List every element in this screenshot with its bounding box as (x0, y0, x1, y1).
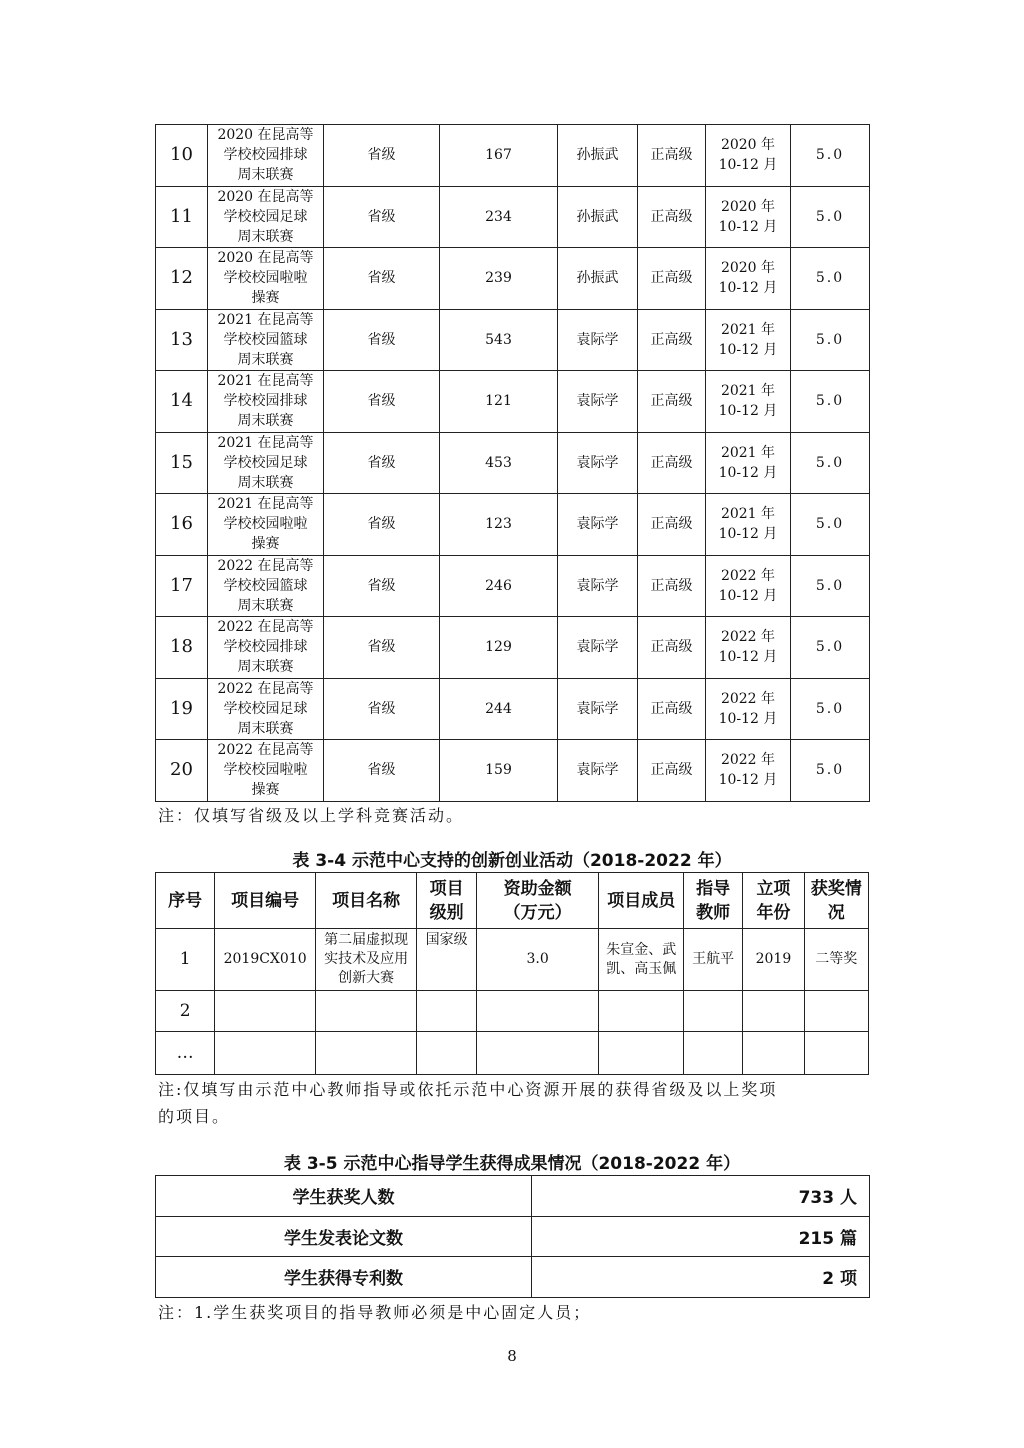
row-index: 20 (156, 740, 208, 802)
score: 5.0 (791, 309, 870, 371)
teacher-name: 袁际学 (558, 309, 638, 371)
competition-date: 2021 年 10-12 月 (706, 371, 791, 433)
competition-table-continued (155, 124, 870, 802)
competition-level: 省级 (324, 309, 440, 371)
participant-count: 129 (440, 617, 558, 679)
innovation-activities-table (155, 872, 869, 1075)
column-header: 项目成员 (599, 873, 683, 929)
competition-date: 2022 年 10-12 月 (706, 617, 791, 679)
table-row (156, 1032, 869, 1075)
table-header-row (156, 873, 869, 929)
row-index: 11 (156, 186, 208, 248)
table-row (156, 740, 870, 802)
participant-count: 246 (440, 555, 558, 617)
column-header: 立项 年份 (743, 873, 804, 929)
column-header: 指导 教师 (683, 873, 742, 929)
project-year: 2019 (743, 929, 804, 991)
competition-name: 2020 在昆高等 学校校园啦啦 操赛 (208, 248, 324, 310)
competition-name: 2022 在昆高等 学校校园篮球 周末联赛 (208, 555, 324, 617)
participant-count: 453 (440, 432, 558, 494)
competition-level: 省级 (324, 371, 440, 433)
table-row (156, 617, 870, 679)
teacher-name: 袁际学 (558, 371, 638, 433)
competition-date: 2020 年 10-12 月 (706, 125, 791, 187)
score: 5.0 (791, 678, 870, 740)
table-row (156, 555, 870, 617)
column-header: 项目 级别 (417, 873, 476, 929)
competition-date: 2021 年 10-12 月 (706, 432, 791, 494)
score: 5.0 (791, 371, 870, 433)
project-members (599, 1032, 683, 1075)
table-3-4-caption: 表 3-4 示范中心支持的创新创业活动（2018-2022 年） (292, 851, 732, 871)
participant-count: 159 (440, 740, 558, 802)
project-level (417, 991, 476, 1032)
teacher-name: 袁际学 (558, 494, 638, 556)
row-index: 17 (156, 555, 208, 617)
table-row (156, 125, 870, 187)
teacher-title: 正高级 (638, 186, 706, 248)
table-row (156, 371, 870, 433)
row-index: 10 (156, 125, 208, 187)
competition-date: 2020 年 10-12 月 (706, 186, 791, 248)
page-number: 8 (507, 1347, 517, 1365)
column-header: 获奖情 况 (804, 873, 868, 929)
table-row (156, 432, 870, 494)
award (804, 991, 868, 1032)
score: 5.0 (791, 555, 870, 617)
table-row (156, 678, 870, 740)
project-members (599, 991, 683, 1032)
competition-name: 2021 在昆高等 学校校园篮球 周末联赛 (208, 309, 324, 371)
teacher-title: 正高级 (638, 125, 706, 187)
competition-name: 2020 在昆高等 学校校园排球 周末联赛 (208, 125, 324, 187)
teacher-title: 正高级 (638, 371, 706, 433)
score: 5.0 (791, 617, 870, 679)
row-index: … (156, 1032, 215, 1075)
participant-count: 234 (440, 186, 558, 248)
teacher-title: 正高级 (638, 617, 706, 679)
project-name: 第二届虚拟现 实技术及应用 创新大赛 (315, 929, 417, 991)
teacher-name: 袁际学 (558, 740, 638, 802)
award: 二等奖 (804, 929, 868, 991)
project-code (215, 991, 316, 1032)
teacher-title: 正高级 (638, 555, 706, 617)
competition-level: 省级 (324, 432, 440, 494)
achievement-value: 215 篇 (532, 1216, 870, 1257)
competition-date: 2020 年 10-12 月 (706, 248, 791, 310)
table-3-4-note-line-1: 注:仅填写由示范中心教师指导或依托示范中心资源开展的获得省级及以上奖项 (158, 1080, 778, 1099)
teacher-title: 正高级 (638, 309, 706, 371)
row-index: 1 (156, 929, 215, 991)
participant-count: 121 (440, 371, 558, 433)
competition-name: 2022 在昆高等 学校校园啦啦 操赛 (208, 740, 324, 802)
competition-level: 省级 (324, 186, 440, 248)
teacher-title: 正高级 (638, 248, 706, 310)
project-name (315, 991, 417, 1032)
achievement-value: 733 人 (532, 1176, 870, 1217)
participant-count: 167 (440, 125, 558, 187)
table-3-4-note-line-2: 的项目。 (158, 1107, 231, 1126)
project-code (215, 1032, 316, 1075)
table-row (156, 1257, 870, 1298)
competition-level: 省级 (324, 617, 440, 679)
competition-name: 2021 在昆高等 学校校园足球 周末联赛 (208, 432, 324, 494)
row-index: 15 (156, 432, 208, 494)
table-row (156, 248, 870, 310)
teacher-title: 正高级 (638, 678, 706, 740)
competition-level: 省级 (324, 555, 440, 617)
teacher-name: 袁际学 (558, 555, 638, 617)
advisor: 王航平 (683, 929, 742, 991)
column-header: 项目名称 (315, 873, 417, 929)
column-header: 项目编号 (215, 873, 316, 929)
project-members: 朱宣金、武 凯、高玉佩 (599, 929, 683, 991)
participant-count: 239 (440, 248, 558, 310)
teacher-title: 正高级 (638, 740, 706, 802)
table-3-5-note: 注：1.学生获奖项目的指导教师必须是中心固定人员； (158, 1303, 592, 1322)
competition-date: 2021 年 10-12 月 (706, 309, 791, 371)
teacher-title: 正高级 (638, 494, 706, 556)
competition-date: 2022 年 10-12 月 (706, 740, 791, 802)
teacher-name: 袁际学 (558, 617, 638, 679)
teacher-name: 孙振武 (558, 186, 638, 248)
competition-name: 2022 在昆高等 学校校园足球 周末联赛 (208, 678, 324, 740)
competition-level: 省级 (324, 125, 440, 187)
row-index: 2 (156, 991, 215, 1032)
teacher-name: 袁际学 (558, 432, 638, 494)
advisor (683, 1032, 742, 1075)
competition-name: 2020 在昆高等 学校校园足球 周末联赛 (208, 186, 324, 248)
student-achievements-table (155, 1175, 870, 1298)
row-index: 13 (156, 309, 208, 371)
competition-date: 2022 年 10-12 月 (706, 555, 791, 617)
row-index: 19 (156, 678, 208, 740)
competition-date: 2022 年 10-12 月 (706, 678, 791, 740)
participant-count: 543 (440, 309, 558, 371)
teacher-name: 孙振武 (558, 125, 638, 187)
funding-amount (476, 991, 599, 1032)
project-year (743, 991, 804, 1032)
row-index: 16 (156, 494, 208, 556)
teacher-name: 孙振武 (558, 248, 638, 310)
competition-level: 省级 (324, 248, 440, 310)
achievement-label: 学生获奖人数 (156, 1176, 532, 1217)
competition-level: 省级 (324, 494, 440, 556)
score: 5.0 (791, 740, 870, 802)
score: 5.0 (791, 125, 870, 187)
achievement-value: 2 项 (532, 1257, 870, 1298)
row-index: 12 (156, 248, 208, 310)
column-header: 序号 (156, 873, 215, 929)
competition-name: 2021 在昆高等 学校校园啦啦 操赛 (208, 494, 324, 556)
award (804, 1032, 868, 1075)
row-index: 18 (156, 617, 208, 679)
table-row (156, 929, 869, 991)
score: 5.0 (791, 494, 870, 556)
achievement-label: 学生发表论文数 (156, 1216, 532, 1257)
competition-name: 2021 在昆高等 学校校园排球 周末联赛 (208, 371, 324, 433)
score: 5.0 (791, 432, 870, 494)
competition-date: 2021 年 10-12 月 (706, 494, 791, 556)
table-3-3-note: 注：仅填写省级及以上学科竞赛活动。 (158, 806, 465, 825)
advisor (683, 991, 742, 1032)
participant-count: 244 (440, 678, 558, 740)
competition-level: 省级 (324, 740, 440, 802)
project-code: 2019CX010 (215, 929, 316, 991)
project-level: 国家级 (417, 929, 476, 991)
table-row (156, 1176, 870, 1217)
table-3-5-caption: 表 3-5 示范中心指导学生获得成果情况（2018-2022 年） (283, 1154, 741, 1174)
participant-count: 123 (440, 494, 558, 556)
column-header: 资助金额 （万元） (476, 873, 599, 929)
score: 5.0 (791, 248, 870, 310)
table-row (156, 186, 870, 248)
table-row (156, 991, 869, 1032)
teacher-name: 袁际学 (558, 678, 638, 740)
project-year (743, 1032, 804, 1075)
funding-amount (476, 1032, 599, 1075)
achievement-label: 学生获得专利数 (156, 1257, 532, 1298)
project-level (417, 1032, 476, 1075)
row-index: 14 (156, 371, 208, 433)
score: 5.0 (791, 186, 870, 248)
project-name (315, 1032, 417, 1075)
funding-amount: 3.0 (476, 929, 599, 991)
competition-level: 省级 (324, 678, 440, 740)
teacher-title: 正高级 (638, 432, 706, 494)
table-row (156, 494, 870, 556)
table-row (156, 309, 870, 371)
table-row (156, 1216, 870, 1257)
competition-name: 2022 在昆高等 学校校园排球 周末联赛 (208, 617, 324, 679)
